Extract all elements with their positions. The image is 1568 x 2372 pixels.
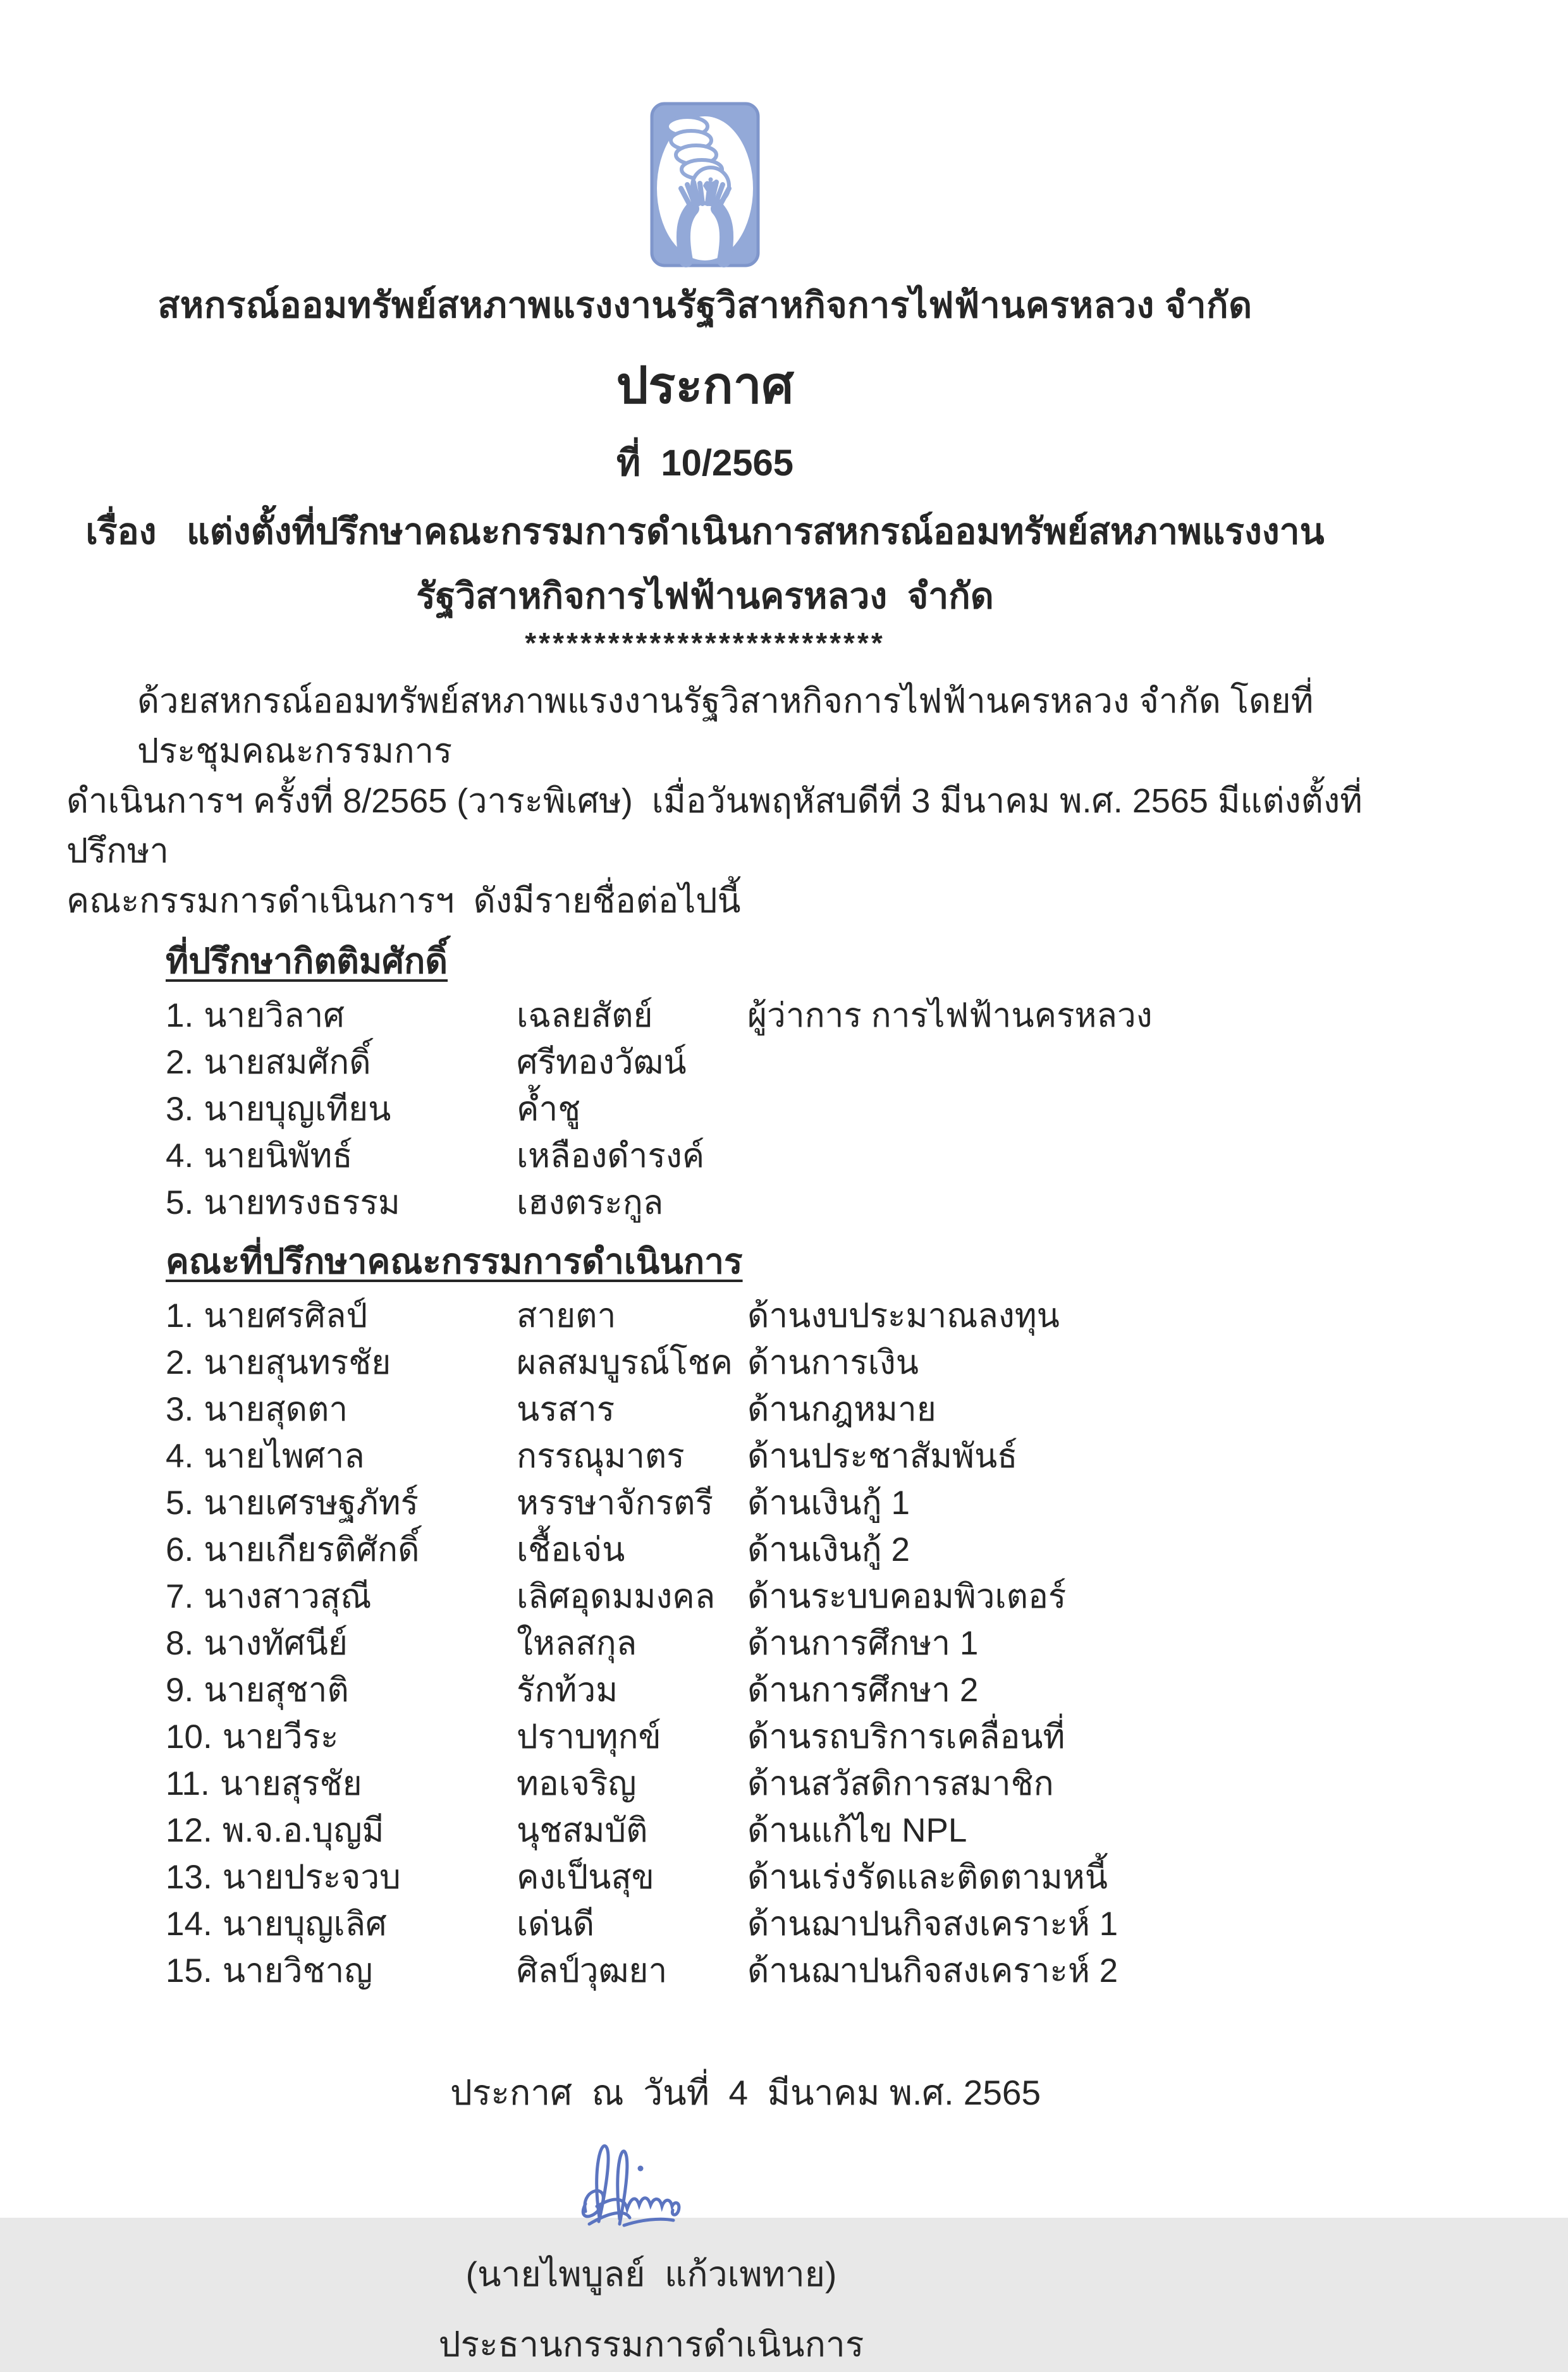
member-name-cell <box>166 1086 517 1133</box>
member-number: 3. <box>166 1391 194 1428</box>
member-row <box>166 993 1568 1039</box>
member-number: 2. <box>166 1344 194 1381</box>
member-role: ด้านรถบริการเคลื่อนที่ <box>747 1718 1065 1756</box>
member-number: 13. <box>166 1859 212 1896</box>
member-name-cell <box>166 1854 517 1901</box>
member-role: ผู้ว่าการ การไฟฟ้านครหลวง <box>747 997 1153 1034</box>
member-surname: เฮงตระกูล <box>517 1184 664 1221</box>
member-surname: นุชสมบัติ <box>517 1812 648 1849</box>
member-row <box>166 1574 1568 1620</box>
member-surname: เชื้อเจ่น <box>517 1531 625 1568</box>
body-paragraph-line: คณะกรรมการดำเนินการฯ ดังมีรายชื่อต่อไปนี้ <box>66 882 741 920</box>
member-name-cell <box>166 1293 517 1340</box>
member-first-name: นายสมศักดิ์ <box>204 1044 371 1081</box>
member-first-name: นายบุญเลิศ <box>222 1905 387 1943</box>
member-first-name: นายวีระ <box>222 1718 339 1756</box>
member-role: ด้านกฎหมาย <box>747 1391 936 1428</box>
member-name-cell <box>166 1901 517 1948</box>
member-role: ด้านประชาสัมพันธ์ <box>747 1438 1018 1475</box>
signer-name: (นายไพบูลย์ แก้วเพทาย) <box>465 2254 837 2294</box>
member-name-cell <box>166 1386 517 1433</box>
member-row <box>166 1667 1568 1714</box>
signature-container <box>564 2129 1568 2242</box>
member-surname: รักท้วม <box>517 1672 618 1709</box>
member-name-cell <box>166 1574 517 1620</box>
member-name-cell <box>166 1480 517 1527</box>
member-list <box>166 993 1568 1226</box>
document-header <box>0 0 1410 660</box>
member-name-cell <box>166 1948 517 1995</box>
member-surname: ศิลป์วุฒยา <box>517 1952 668 1990</box>
member-surname: นรสาร <box>517 1391 615 1428</box>
member-row <box>166 1386 1568 1433</box>
member-number: 4. <box>166 1438 194 1475</box>
member-first-name: นายสุดตา <box>204 1391 348 1428</box>
member-row <box>166 1480 1568 1527</box>
member-number: 8. <box>166 1625 194 1662</box>
member-name-cell <box>166 1714 517 1761</box>
member-number: 1. <box>166 1297 194 1335</box>
member-number: 1. <box>166 997 194 1034</box>
member-number: 14. <box>166 1905 212 1943</box>
member-role: ด้านแก้ไข NPL <box>747 1812 967 1849</box>
member-row <box>166 1133 1568 1180</box>
member-role: ด้านเงินกู้ 2 <box>747 1531 910 1568</box>
member-surname: ใหลสกุล <box>517 1625 637 1662</box>
member-row <box>166 1527 1568 1574</box>
member-name-cell <box>166 1527 517 1574</box>
member-first-name: นายบุญเทียน <box>204 1091 391 1128</box>
member-row <box>166 1807 1568 1854</box>
member-row <box>166 1180 1568 1226</box>
announcement-date-line: ประกาศ ณ วันที่ 4 มีนาคม พ.ศ. 2565 <box>450 2073 1041 2112</box>
member-surname: เฉลยสัตย์ <box>517 997 653 1034</box>
member-name-cell <box>166 1667 517 1714</box>
member-surname: เหลืองดำรงค์ <box>517 1137 705 1175</box>
member-first-name: นายไพศาล <box>204 1438 365 1475</box>
member-number: 11. <box>166 1765 210 1802</box>
member-row <box>166 1948 1568 1995</box>
section-board-advisors <box>166 1226 1568 1995</box>
member-first-name: นายสุชาติ <box>204 1672 349 1709</box>
organization-name: สหกรณ์ออมทรัพย์สหภาพแรงงานรัฐวิสาหกิจการไฟฟ้านครหลวง จำกัด <box>157 285 1253 326</box>
subject-line-2: รัฐวิสาหกิจการไฟฟ้านครหลวง จำกัด <box>416 576 994 616</box>
member-first-name: นายนิพัทธ์ <box>204 1137 353 1175</box>
member-name-cell <box>166 1039 517 1086</box>
member-role: ด้านฌาปนกิจสงเคราะห์ 2 <box>747 1952 1118 1990</box>
member-row <box>166 1293 1568 1340</box>
member-surname: ทอเจริญ <box>517 1765 637 1802</box>
member-name-cell <box>166 1180 517 1226</box>
member-surname: กรรณุมาตร <box>517 1438 685 1475</box>
member-row <box>166 1854 1568 1901</box>
body-paragraph-line: ด้วยสหกรณ์ออมทรัพย์สหภาพแรงงานรัฐวิสาหกิจการไฟฟ้านครหลวง จำกัด โดยที่ประชุมคณะกรรมการ <box>137 682 1314 770</box>
member-number: 9. <box>166 1672 194 1709</box>
stars-divider: ************************** <box>525 627 885 659</box>
member-number: 3. <box>166 1091 194 1128</box>
member-number: 5. <box>166 1484 194 1522</box>
member-name-cell <box>166 1433 517 1480</box>
member-row <box>166 1901 1568 1948</box>
member-row <box>166 1039 1568 1086</box>
member-name-cell <box>166 1620 517 1667</box>
member-surname: เด่นดี <box>517 1905 595 1943</box>
member-surname: ค้ำชู <box>517 1091 581 1128</box>
signer-title: ประธานกรรมการดำเนินการ <box>438 2325 864 2364</box>
member-name-cell <box>166 1340 517 1386</box>
member-number: 6. <box>166 1531 194 1568</box>
member-number: 7. <box>166 1578 194 1615</box>
member-role: ด้านสวัสดิการสมาชิก <box>747 1765 1054 1802</box>
body-paragraph <box>66 676 1381 926</box>
member-first-name: นายศรศิลป์ <box>204 1297 368 1335</box>
member-name-cell <box>166 1807 517 1854</box>
member-row <box>166 1714 1568 1761</box>
member-role: ด้านฌาปนกิจสงเคราะห์ 1 <box>747 1905 1118 1943</box>
member-surname: ศรีทองวัฒน์ <box>517 1044 687 1081</box>
member-first-name: พ.จ.อ.บุญมี <box>222 1812 384 1849</box>
member-surname: ผลสมบูรณ์โชค <box>517 1344 733 1381</box>
member-row <box>166 1433 1568 1480</box>
cooperative-hands-coins-logo-icon <box>649 101 761 268</box>
member-role: ด้านการศึกษา 2 <box>747 1672 979 1709</box>
member-first-name: นายวิลาศ <box>204 997 345 1034</box>
member-name-cell <box>166 1133 517 1180</box>
body-paragraph-line: ดำเนินการฯ ครั้งที่ 8/2565 (วาระพิเศษ) เมื่อวันพฤหัสบดีที่ 3 มีนาคม พ.ศ. 2565 มีแต่งตั้งที่ปรึกษา <box>66 782 1363 870</box>
member-surname: สายตา <box>517 1297 616 1335</box>
member-surname: หรรษาจักรตรี <box>517 1484 714 1522</box>
member-role: ด้านเร่งรัดและติดตามหนี้ <box>747 1859 1108 1896</box>
member-row <box>166 1761 1568 1807</box>
member-number: 12. <box>166 1812 212 1849</box>
section-heading: คณะที่ปรึกษาคณะกรรมการดำเนินการ <box>166 1242 743 1281</box>
member-first-name: นางทัศนีย์ <box>204 1625 348 1662</box>
member-number: 15. <box>166 1952 212 1990</box>
member-role: ด้านการศึกษา 1 <box>747 1625 979 1662</box>
member-surname: ปราบทุกข์ <box>517 1718 661 1756</box>
member-role: ด้านการเงิน <box>747 1344 919 1381</box>
member-list <box>166 1293 1568 1995</box>
member-surname: คงเป็นสุข <box>517 1859 654 1896</box>
member-role: ด้านระบบคอมพิวเตอร์ <box>747 1578 1067 1615</box>
section-honorary-advisors <box>166 926 1568 1226</box>
member-row <box>166 1086 1568 1133</box>
member-row <box>166 1340 1568 1386</box>
member-first-name: นายสุรชัย <box>219 1765 362 1802</box>
member-first-name: นายวิชาญ <box>222 1952 373 1990</box>
member-first-name: นางสาวสุณี <box>204 1578 372 1615</box>
member-number: 10. <box>166 1718 212 1756</box>
member-name-cell <box>166 993 517 1039</box>
section-heading: ที่ปรึกษากิตติมศักดิ์ <box>166 941 448 981</box>
signature-handwriting-icon <box>564 2129 709 2242</box>
member-number: 2. <box>166 1044 194 1081</box>
member-first-name: นายประจวบ <box>222 1859 401 1896</box>
member-role: ด้านเงินกู้ 1 <box>747 1484 910 1522</box>
document-title: ประกาศ <box>616 357 794 413</box>
member-surname: เลิศอุดมมงคล <box>517 1578 716 1615</box>
logo-container <box>0 0 1410 268</box>
document-number: ที่ 10/2565 <box>616 443 794 484</box>
member-number: 5. <box>166 1184 194 1221</box>
member-number: 4. <box>166 1137 194 1175</box>
member-first-name: นายเศรษฐภัทร์ <box>204 1484 419 1522</box>
member-first-name: นายเกียรติศักดิ์ <box>204 1531 420 1568</box>
member-name-cell <box>166 1761 517 1807</box>
member-first-name: นายทรงธรรม <box>204 1184 400 1221</box>
member-role: ด้านงบประมาณลงทุน <box>747 1297 1060 1335</box>
member-first-name: นายสุนทรชัย <box>204 1344 391 1381</box>
member-row <box>166 1620 1568 1667</box>
subject-line-1: เรื่อง แต่งตั้งที่ปรึกษาคณะกรรมการดำเนินการสหกรณ์ออมทรัพย์สหภาพแรงงาน <box>85 511 1325 552</box>
